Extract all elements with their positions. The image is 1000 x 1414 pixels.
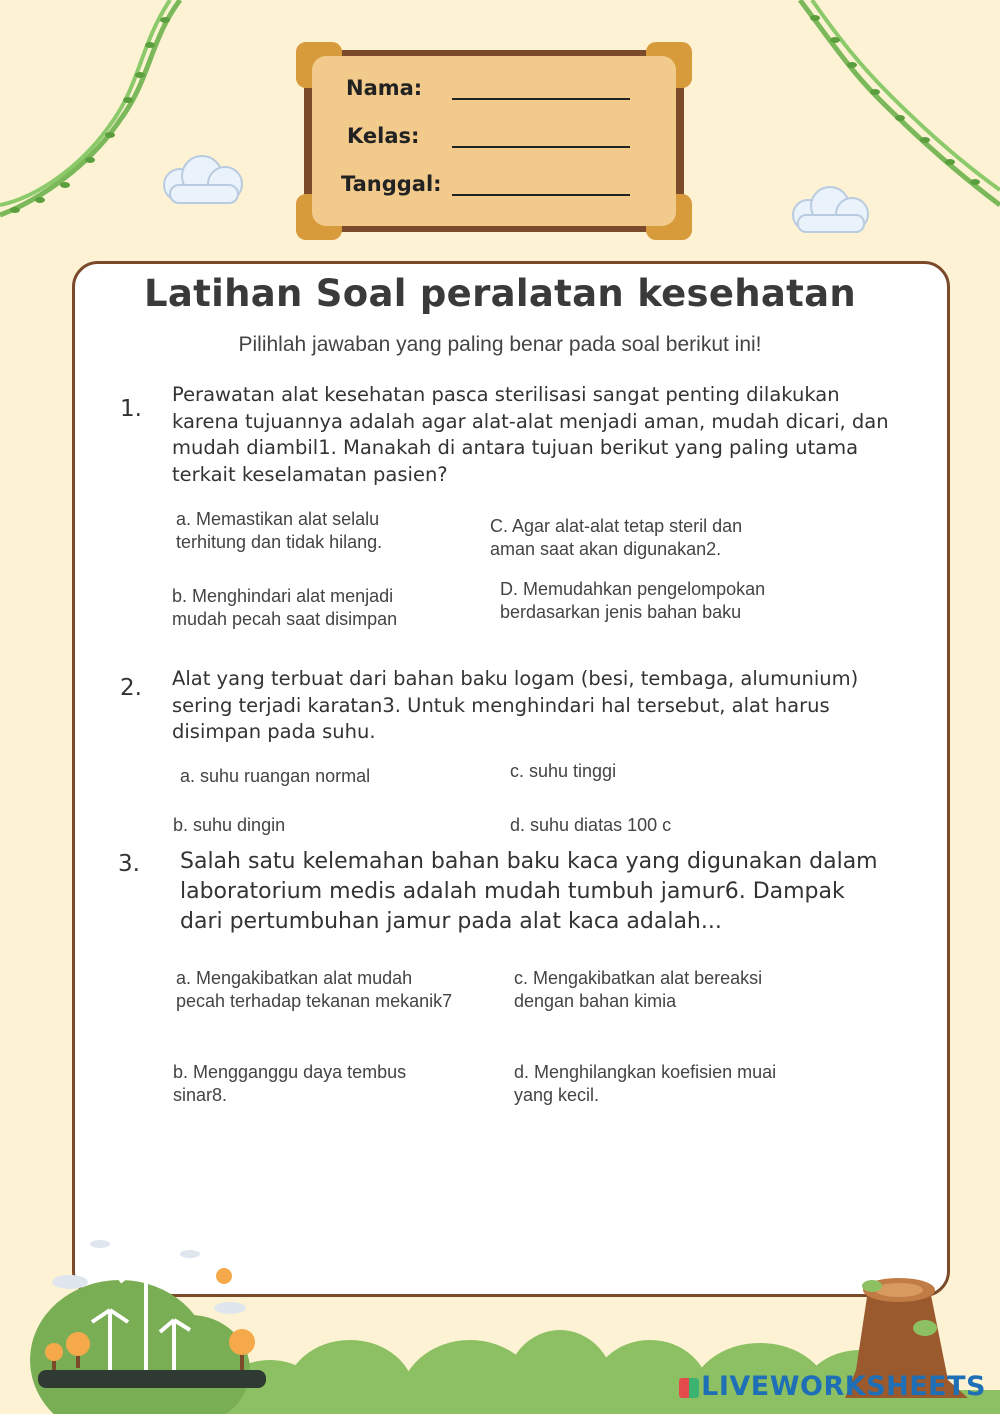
answer-option[interactable]: a. suhu ruangan normal — [180, 766, 371, 786]
name-field[interactable] — [452, 98, 630, 100]
student-info-board — [296, 42, 692, 240]
cloud-icon — [780, 182, 876, 240]
question-number: 2. — [120, 675, 142, 701]
date-label: Tanggal: — [341, 172, 442, 196]
date-field[interactable] — [452, 194, 630, 196]
worksheet-title: Latihan Soal peralatan kesehatan — [143, 272, 857, 315]
worksheet-instruction: Pilihlah jawaban yang paling benar pada soal berikut ini! — [238, 333, 762, 356]
class-field[interactable] — [452, 146, 630, 148]
watermark-text: LIVEWORKSHEETS — [701, 1371, 986, 1402]
cloud-icon — [150, 150, 252, 210]
answer-option[interactable]: C. Agar alat-alat tetap steril dan aman saat akan digunakan2. — [490, 516, 743, 559]
answer-option[interactable]: c. Mengakibatkan alat bereaksi dengan bahan kimia — [514, 968, 763, 1011]
class-label: Kelas: — [347, 124, 420, 148]
question-text: Salah satu kelemahan bahan baku kaca yang digunakan dalam laboratorium medis adalah mudah tumbuh jamur6. Dampak dari pertumbuhan jamur pada alat kaca adalah... — [180, 849, 878, 934]
answer-option[interactable]: a. Memastikan alat selalu terhitung dan tidak hilang. — [176, 509, 383, 552]
question-text: Perawatan alat kesehatan pasca sterilisasi sangat penting dilakukan karena tujuannya adalah agar alat-alat menjadi aman, mudah dicari, dan mudah diambil1. Manakah di antara tujuan berikut yang paling utama terkait keselamatan pasien? — [172, 383, 889, 486]
answer-option[interactable]: b. Mengganggu daya tembus sinar8. — [173, 1062, 407, 1105]
question-text: Alat yang terbuat dari bahan baku logam (besi, tembaga, alumunium) sering terjadi karatan3. Untuk menghindari hal tersebut, alat harus disimpan pada suhu. — [172, 667, 859, 743]
answer-option[interactable]: b. suhu dingin — [173, 815, 286, 835]
answer-option[interactable]: c. suhu tinggi — [510, 761, 617, 781]
answer-option[interactable]: D. Memudahkan pengelompokan berdasarkan jenis bahan baku — [500, 579, 766, 622]
liveworksheets-watermark[interactable] — [679, 1371, 986, 1402]
liveworksheets-logo-icon — [679, 1378, 699, 1398]
answer-option[interactable]: b. Menghindari alat menjadi mudah pecah saat disimpan — [172, 586, 398, 629]
name-label: Nama: — [346, 76, 423, 100]
answer-option[interactable]: d. suhu diatas 100 c — [510, 815, 672, 835]
answer-option[interactable]: d. Menghilangkan koefisien muai yang kecil. — [514, 1062, 777, 1105]
answer-option[interactable]: a. Mengakibatkan alat mudah pecah terhadap tekanan mekanik7 — [176, 968, 453, 1011]
question-number: 1. — [120, 396, 142, 422]
question-number: 3. — [118, 851, 140, 877]
